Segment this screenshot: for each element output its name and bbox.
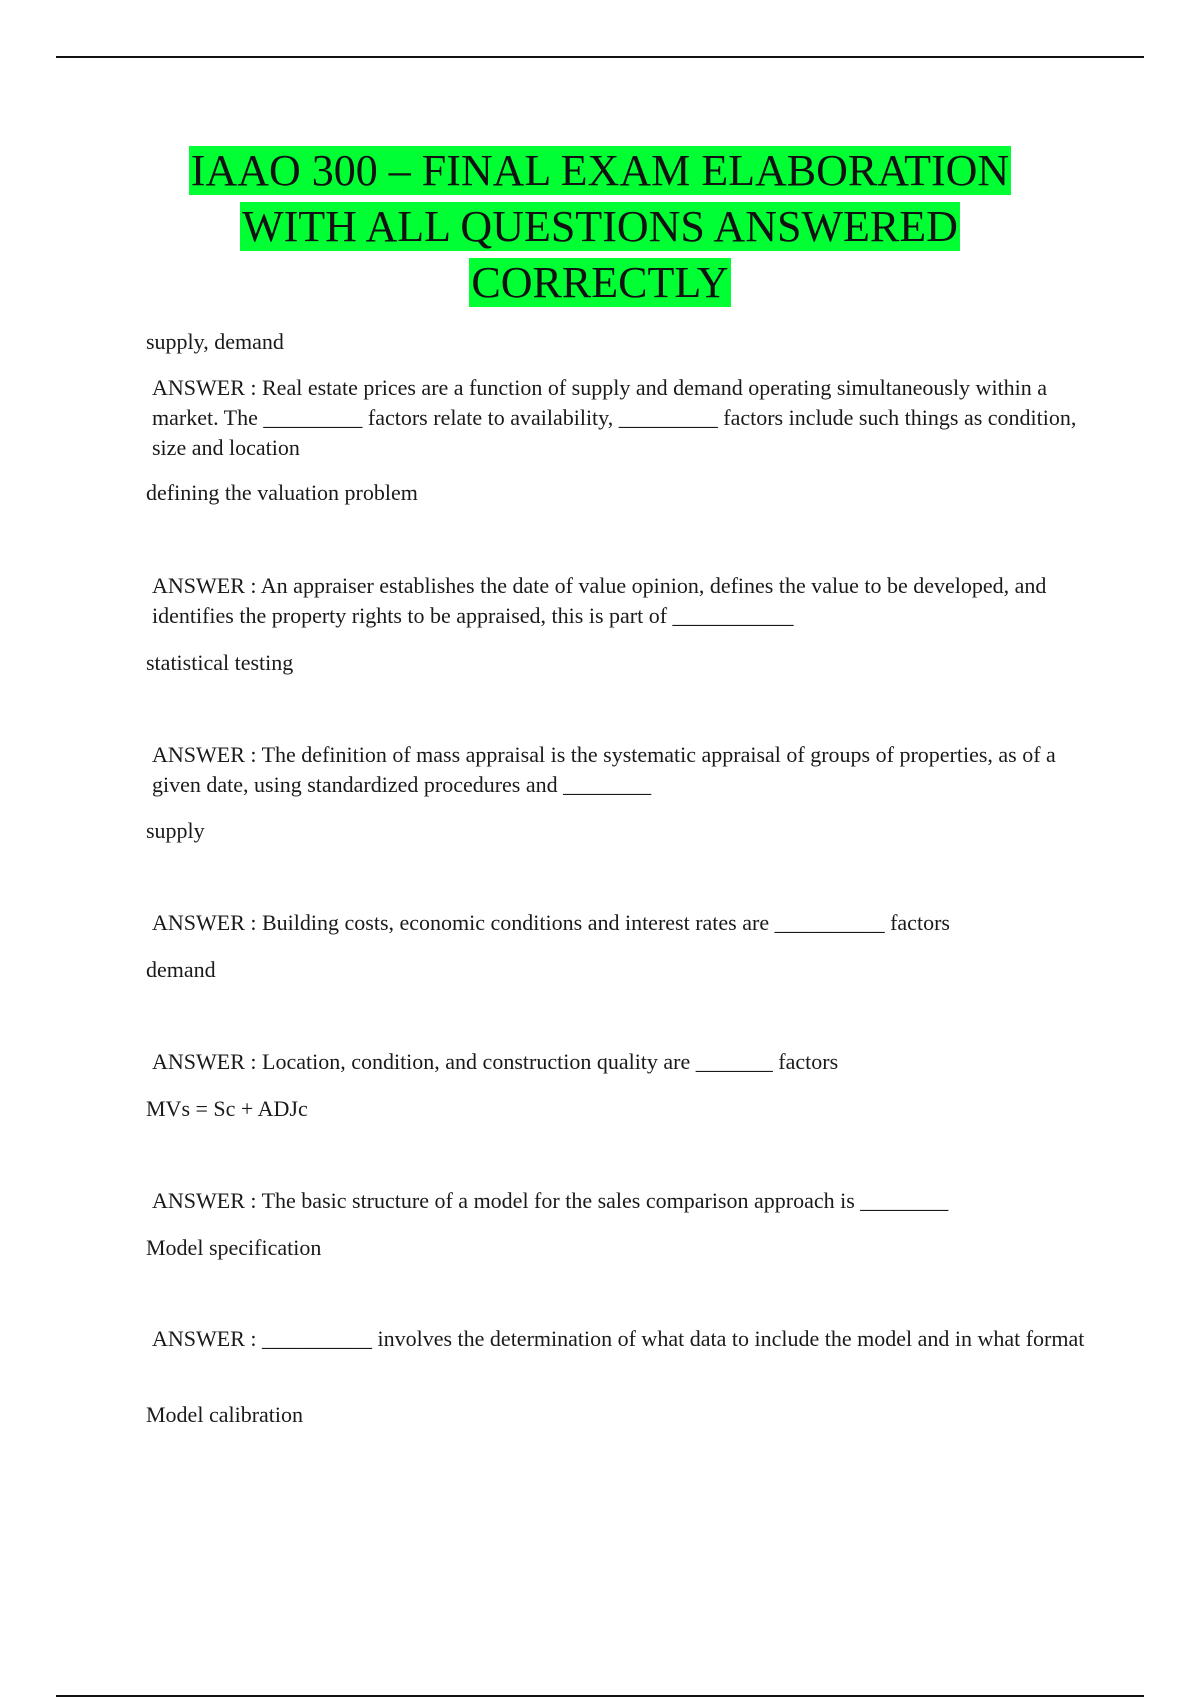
term-text: demand (146, 957, 216, 982)
term-text: statistical testing (146, 650, 294, 675)
term-text: supply, demand (146, 329, 284, 354)
document-title (100, 143, 1100, 311)
answer-text: ANSWER : Building costs, economic conditions and interest rates are __________ factors (152, 910, 950, 935)
answer-text: ANSWER : An appraiser establishes the date of value opinion, defines the value to be developed, and identifies the property rights to be appraised, this is part of ___________ (152, 573, 1047, 628)
term-text: defining the valuation problem (146, 480, 418, 505)
term-text: MVs = Sc + ADJc (146, 1096, 308, 1121)
term-text: Model calibration (146, 1402, 304, 1427)
answer-text: ANSWER : The basic structure of a model for the sales comparison approach is ________ (152, 1188, 949, 1213)
title-line-3: CORRECTLY (471, 258, 729, 307)
answer-text: ANSWER : __________ involves the determination of what data to include the model and in what format (152, 1326, 1085, 1351)
bottom-rule (56, 1695, 1144, 1697)
term-text: supply (146, 818, 205, 843)
answer-text: ANSWER : The definition of mass appraisal is the systematic appraisal of groups of properties, as of a given date, using standardized procedures and ________ (152, 742, 1056, 797)
title-line-1: IAAO 300 – FINAL EXAM ELABORATION (190, 146, 1010, 195)
answer-text: ANSWER : Real estate prices are a function of supply and demand operating simultaneously within a market. The _________ factors relate to availability, _________ factors include such things as condition, size and location (152, 375, 1077, 460)
title-line-2: WITH ALL QUESTIONS ANSWERED (242, 202, 958, 251)
top-rule (56, 56, 1144, 58)
term-text: Model specification (146, 1235, 322, 1260)
answer-text: ANSWER : Location, condition, and construction quality are _______ factors (152, 1049, 839, 1074)
